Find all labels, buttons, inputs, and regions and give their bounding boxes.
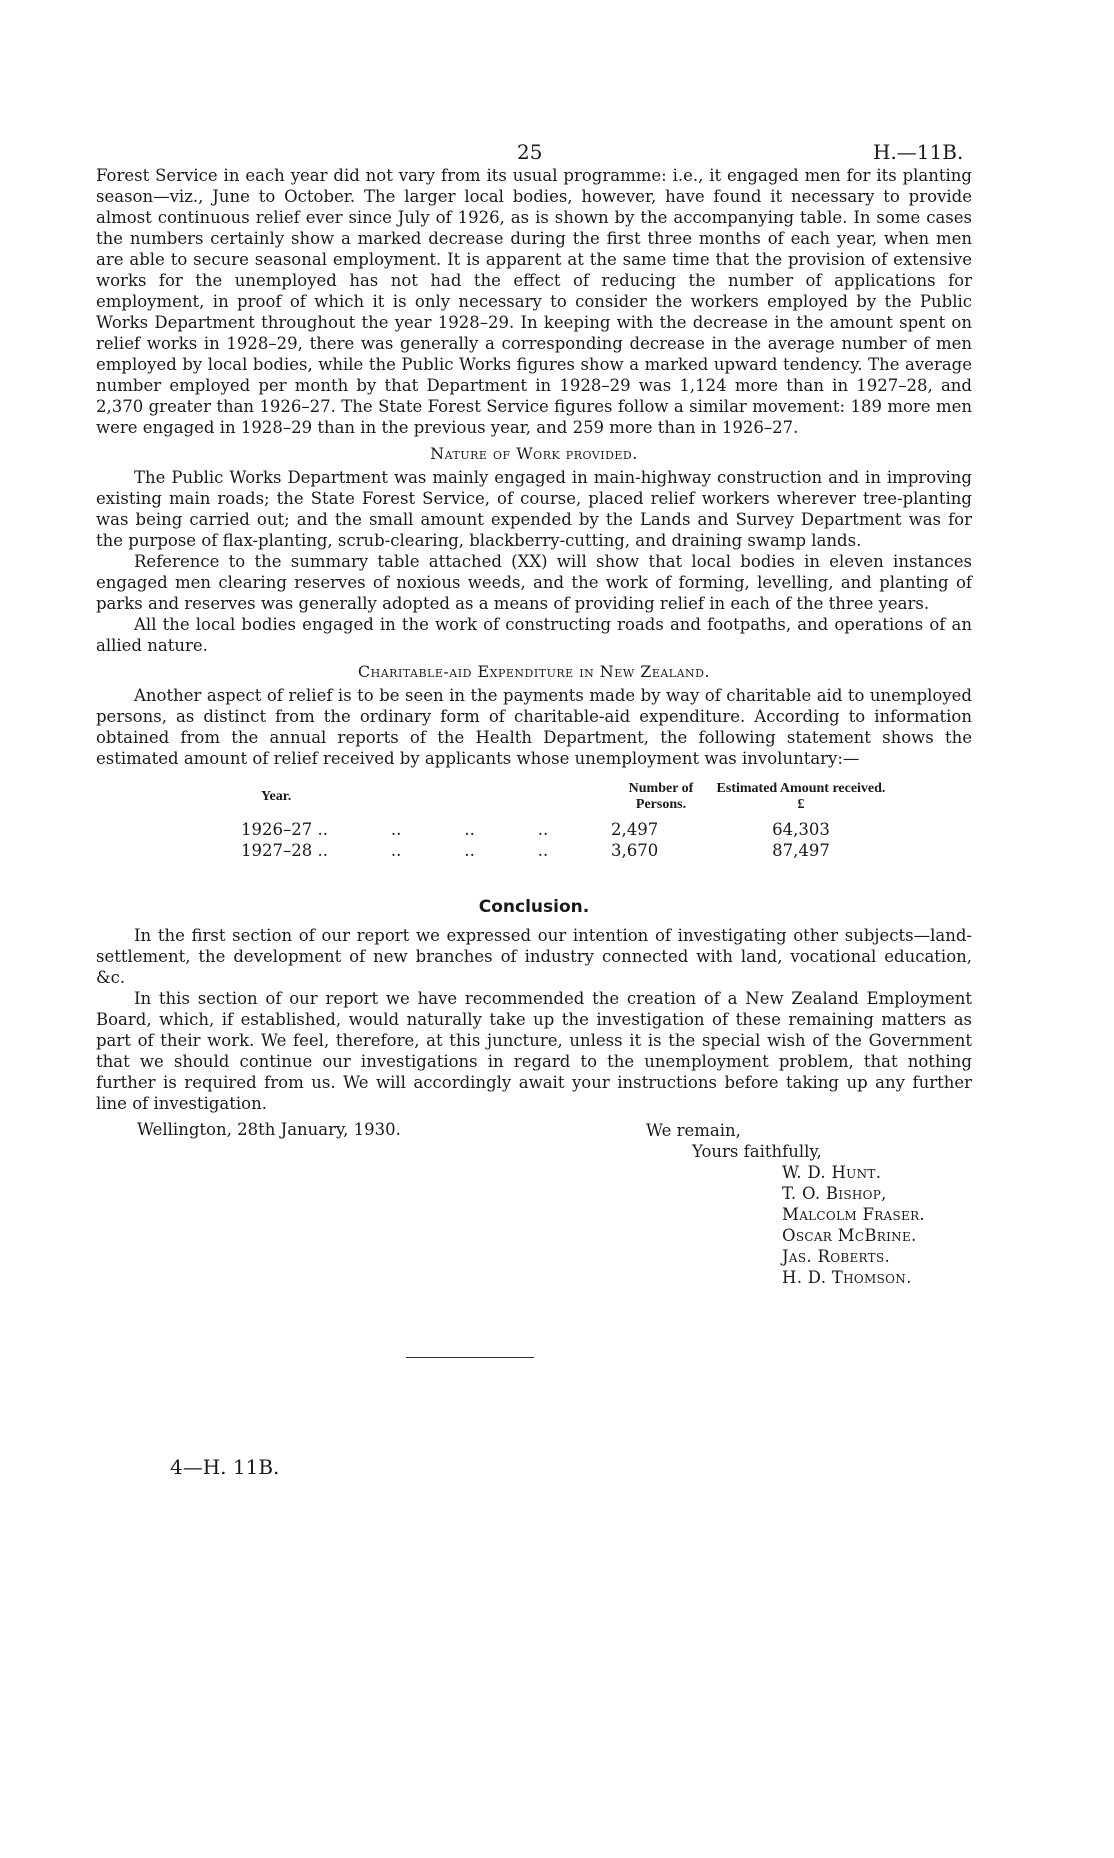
page-number: 25 [517,140,543,164]
heading-conclusion: Conclusion. [478,897,590,917]
signatory-name: Jas. Roberts. [782,1247,891,1266]
paragraph-intro: Forest Service in each year did not vary from its usual programme: i.e., it engaged men for its planting season—viz., June to October. The larger local bodies, however, have found it necessary to provide almost continuous relief ever since July of 1926, as is shown by the accompanying table. In some cases the numbers certainly show a marked decrease during the first three months of each year, when men are able to secure seasonal employment. It is apparent at the same time that the provision of extensive works for the unemployed has not had the effect of reducing the number of applications for employment, in proof of which it is only necessary to consider the workers employed by the Public Works Department throughout the year 1928–29. In keeping with the decrease in the amount spent on relief works in 1928–29, there was generally a corresponding decrease in the average number of men employed by local bodies, while the Public Works figures show a marked upward tendency. The average number employed per month by that Department in 1928–29 was 1,124 more than in 1927–28, and 2,370 greater than 1926–27. The State Forest Service figures follow a similar movement: 189 more men were engaged in 1928–29 than in the previous year, and 259 more than in 1926–27. [96,166,972,437]
yours-faithfully: Yours faithfully, [692,1142,822,1161]
row-amount: 87,497 [772,841,830,860]
header-persons: Number of Persons. [628,781,694,812]
row-amount: 64,303 [772,820,830,839]
footer-signature-mark: 4—H. 11B. [170,1455,280,1479]
table-header-row [241,781,891,819]
signatory-name: Malcolm Fraser. [782,1205,925,1224]
signatory-name: T. O. Bishop, [782,1184,887,1203]
row-year: 1927–28 [241,841,313,860]
header-year: Year. [261,789,292,804]
paragraph-charitable: Another aspect of relief is to be seen in the payments made by way of charitable aid to unemployed persons, as distinct from the ordinary form of charitable-aid expenditure. According to information obtained from the annual reports of the Health Department, the following statement shows the estimated amount of relief received by applicants whose unemployment was involuntary:— [96,686,972,768]
table-row: 1927–28 .. .. .. .. 3,670 87,497 [241,840,891,861]
signatory-name: W. D. Hunt. [782,1163,882,1182]
we-remain: We remain, [646,1121,741,1140]
signatory-name: H. D. Thomson. [782,1268,912,1287]
header-currency: £ [797,797,805,812]
paragraph-nature-2: Reference to the summary table attached (XX) will show that local bodies in eleven instances engaged men clearing reserves of noxious weeds, and the work of forming, levelling, and planting of parks and reserves was generally adopted as a means of providing relief in each of the three years. [96,552,972,613]
paragraph-nature-1: The Public Works Department was mainly engaged in main-highway construction and in improving existing main roads; the State Forest Service, of course, placed relief workers wherever tree-planting was being carried out; and the small amount expended by the Lands and Survey Department was for the purpose of flax-planting, scrub-clearing, blackberry-cutting, and draining swamp lands. [96,468,972,550]
place-and-date: Wellington, 28th January, 1930. [137,1120,401,1139]
heading-nature-of-work: Nature of Work provided. [430,444,638,463]
signatory-name: Oscar McBrine. [782,1226,917,1245]
section-divider [406,1357,534,1358]
paragraph-conclusion-2: In this section of our report we have recommended the creation of a New Zealand Employment Board, which, if established, would naturally take up the investigation of these remaining matters as part of their work. We feel, therefore, at this juncture, unless it is the special wish of the Government that we should continue our investigations in regard to the unemployment problem, that nothing further is required from us. We will accordingly await your instructions before taking up any further line of investigation. [96,989,972,1113]
paragraph-nature-3: All the local bodies engaged in the work of constructing roads and footpaths, and operations of an allied nature. [96,615,972,655]
header-amount-label: Estimated Amount received. [716,781,886,796]
row-persons: 3,670 [611,841,659,860]
header-amount [711,781,891,819]
heading-charitable-aid: Charitable-aid Expenditure in New Zealand. [357,662,711,681]
row-persons: 2,497 [611,820,659,839]
document-reference: H.—11B. [873,140,964,164]
paragraph-conclusion-1: In the first section of our report we expressed our intention of investigating other subjects—land-settlement, the development of new branches of industry connected with land, vocational education, &c. [96,926,972,987]
row-year: 1926–27 [241,820,313,839]
relief-table [241,781,891,861]
table-row: 1926–27 .. .. .. .. 2,497 64,303 [241,819,891,840]
signature-block [96,1120,972,1288]
